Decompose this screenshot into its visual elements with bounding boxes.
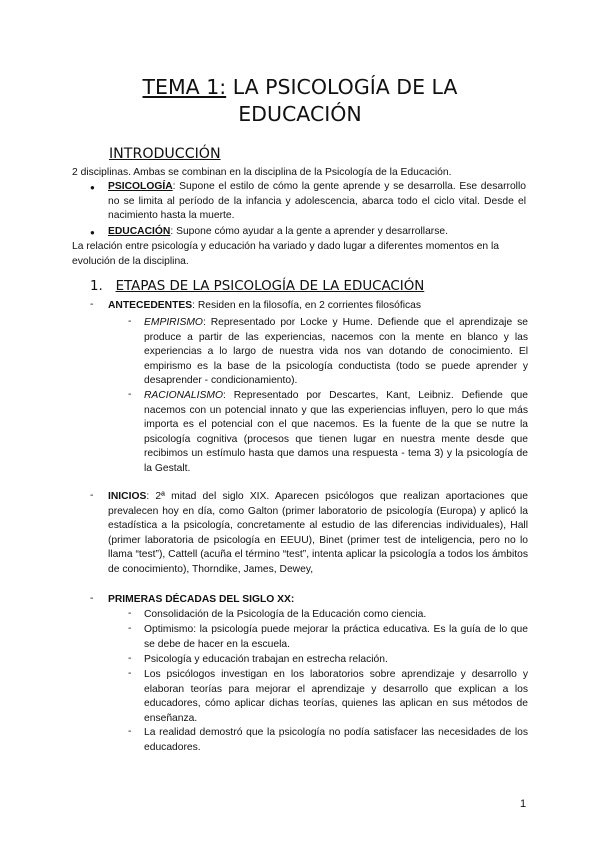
dash-marker: - xyxy=(128,668,132,679)
page-number: 1 xyxy=(520,798,527,810)
dash-marker: - xyxy=(90,593,94,604)
intro-bullet-psicologia xyxy=(108,180,526,224)
inicios-text: : 2ª mitad del siglo XIX. Aparecen psicólogos que realizan aportaciones que prevalecen hoy en día, como Galton (primer laboratorio de psicología (Europa) y aplicó la estadística a la psicología, concretamente al estudio de las diferencias individuales), Hall (primer laboratoria de psicología en EEUU), Binet (primer test de inteligencia, pero no lo llama “test”), Cattell (acuña el término “test”, intenta aplicar la psicología a todos los ámbitos de conocimiento), Thorndike, James, Dewey, xyxy=(108,491,528,575)
primeras-term: PRIMERAS DÉCADAS DEL SIGLO XX: xyxy=(108,594,295,605)
intro-bullet-educacion xyxy=(108,225,526,240)
dash-marker: - xyxy=(90,490,94,501)
bullet-icon: ● xyxy=(90,183,95,192)
educacion-text: : Supone cómo ayudar a la gente a aprender y desarrollarse. xyxy=(170,226,448,237)
title-rest-line2: EDUCACIÓN xyxy=(238,102,362,126)
psicologia-text: : Supone el estilo de cómo la gente aprende y se desarrolla. Ese desarrollo no se limita al período de la infancia y adolescencia, abarca todo el ciclo vital. Desde el nacimiento hasta la muerte. xyxy=(108,181,526,222)
racionalismo-text: : Representado por Descartes, Kant, Leibniz. Defiende que nacemos con un potencial innato y que las experiencias influyen, pero lo que más importa es el potencial con el que nacemos. Es la fuente de la que se nutre la psicología cognitiva (procesos que tienen lugar en nuestra mente desde que recibimos un estímulo hasta que damos una respuesta - tema 3) y la psicología de la Gestalt. xyxy=(144,390,528,474)
section-title: ETAPAS DE LA PSICOLOGÍA DE LA EDUCACIÓN xyxy=(115,279,425,294)
intro-heading: INTRODUCCIÓN xyxy=(109,146,221,162)
dash-marker: - xyxy=(128,623,132,634)
racionalismo-item xyxy=(144,389,528,477)
dash-marker: - xyxy=(128,653,132,664)
intro-line: 2 disciplinas. Ambas se combinan en la disciplina de la Psicología de la Educación. xyxy=(72,167,452,178)
primeras-list-item: Optimismo: la psicología puede mejorar la práctica educativa. Es la guía de lo que se debe de hacer en la escuela. xyxy=(144,624,528,650)
intro-closing: La relación entre psicología y educación ha variado y dado lugar a diferentes momentos en la evolución de la disciplina. xyxy=(72,241,500,267)
primeras-list-item: Psicología y educación trabajan en estrecha relación. xyxy=(144,654,388,665)
racionalismo-term: RACIONALISMO xyxy=(144,390,223,401)
inicios-term: INICIOS xyxy=(108,491,147,502)
primeras-list-item: La realidad demostró que la psicología no podía satisfacer las necesidades de los educadores. xyxy=(144,727,528,753)
page-title xyxy=(60,74,540,128)
bullet-icon: ● xyxy=(90,228,95,237)
inicios-item xyxy=(108,490,528,578)
educacion-term: EDUCACIÓN xyxy=(108,226,171,237)
empirismo-text: : Representado por Locke y Hume. Defiende que el aprendizaje se produce a partir de las experiencias, nacemos con la mente en blanco y las experiencias a lo largo de nuestra vida nos van dotando de conocimiento. El empirismo es la base de la psicología conductista (todo se puede aprender y desaprender - condicionamiento). xyxy=(144,317,528,387)
dash-marker: - xyxy=(128,389,132,400)
primeras-list-item: Los psicólogos investigan en los laboratorios sobre aprendizaje y desarrollo y elaboran teorías para mejorar el aprendizaje y desarrollo que explican a los educadores, cómo aplicar dichas teorías, quienes las aplican en sus métodos de enseñanza. xyxy=(144,669,528,724)
antecedentes-item xyxy=(108,299,528,314)
primeras-list-item: Consolidación de la Psicología de la Educación como ciencia. xyxy=(144,609,427,620)
title-rest-line1: LA PSICOLOGÍA DE LA xyxy=(226,75,458,99)
antecedentes-text: : Residen en la filosofía, en 2 corrientes filosóficas xyxy=(192,300,422,311)
dash-marker: - xyxy=(128,316,132,327)
section-heading xyxy=(90,279,424,294)
empirismo-term: EMPIRISMO xyxy=(144,317,203,328)
psicologia-term: PSICOLOGÍA xyxy=(108,181,173,192)
antecedentes-term: ANTECEDENTES xyxy=(108,300,193,311)
dash-marker: - xyxy=(128,726,132,737)
section-number: 1. xyxy=(90,279,103,294)
dash-marker: - xyxy=(90,299,94,310)
empirismo-item xyxy=(144,316,528,389)
dash-marker: - xyxy=(128,608,132,619)
title-prefix: TEMA 1: xyxy=(142,75,227,99)
primeras-decadas-item xyxy=(108,593,528,608)
